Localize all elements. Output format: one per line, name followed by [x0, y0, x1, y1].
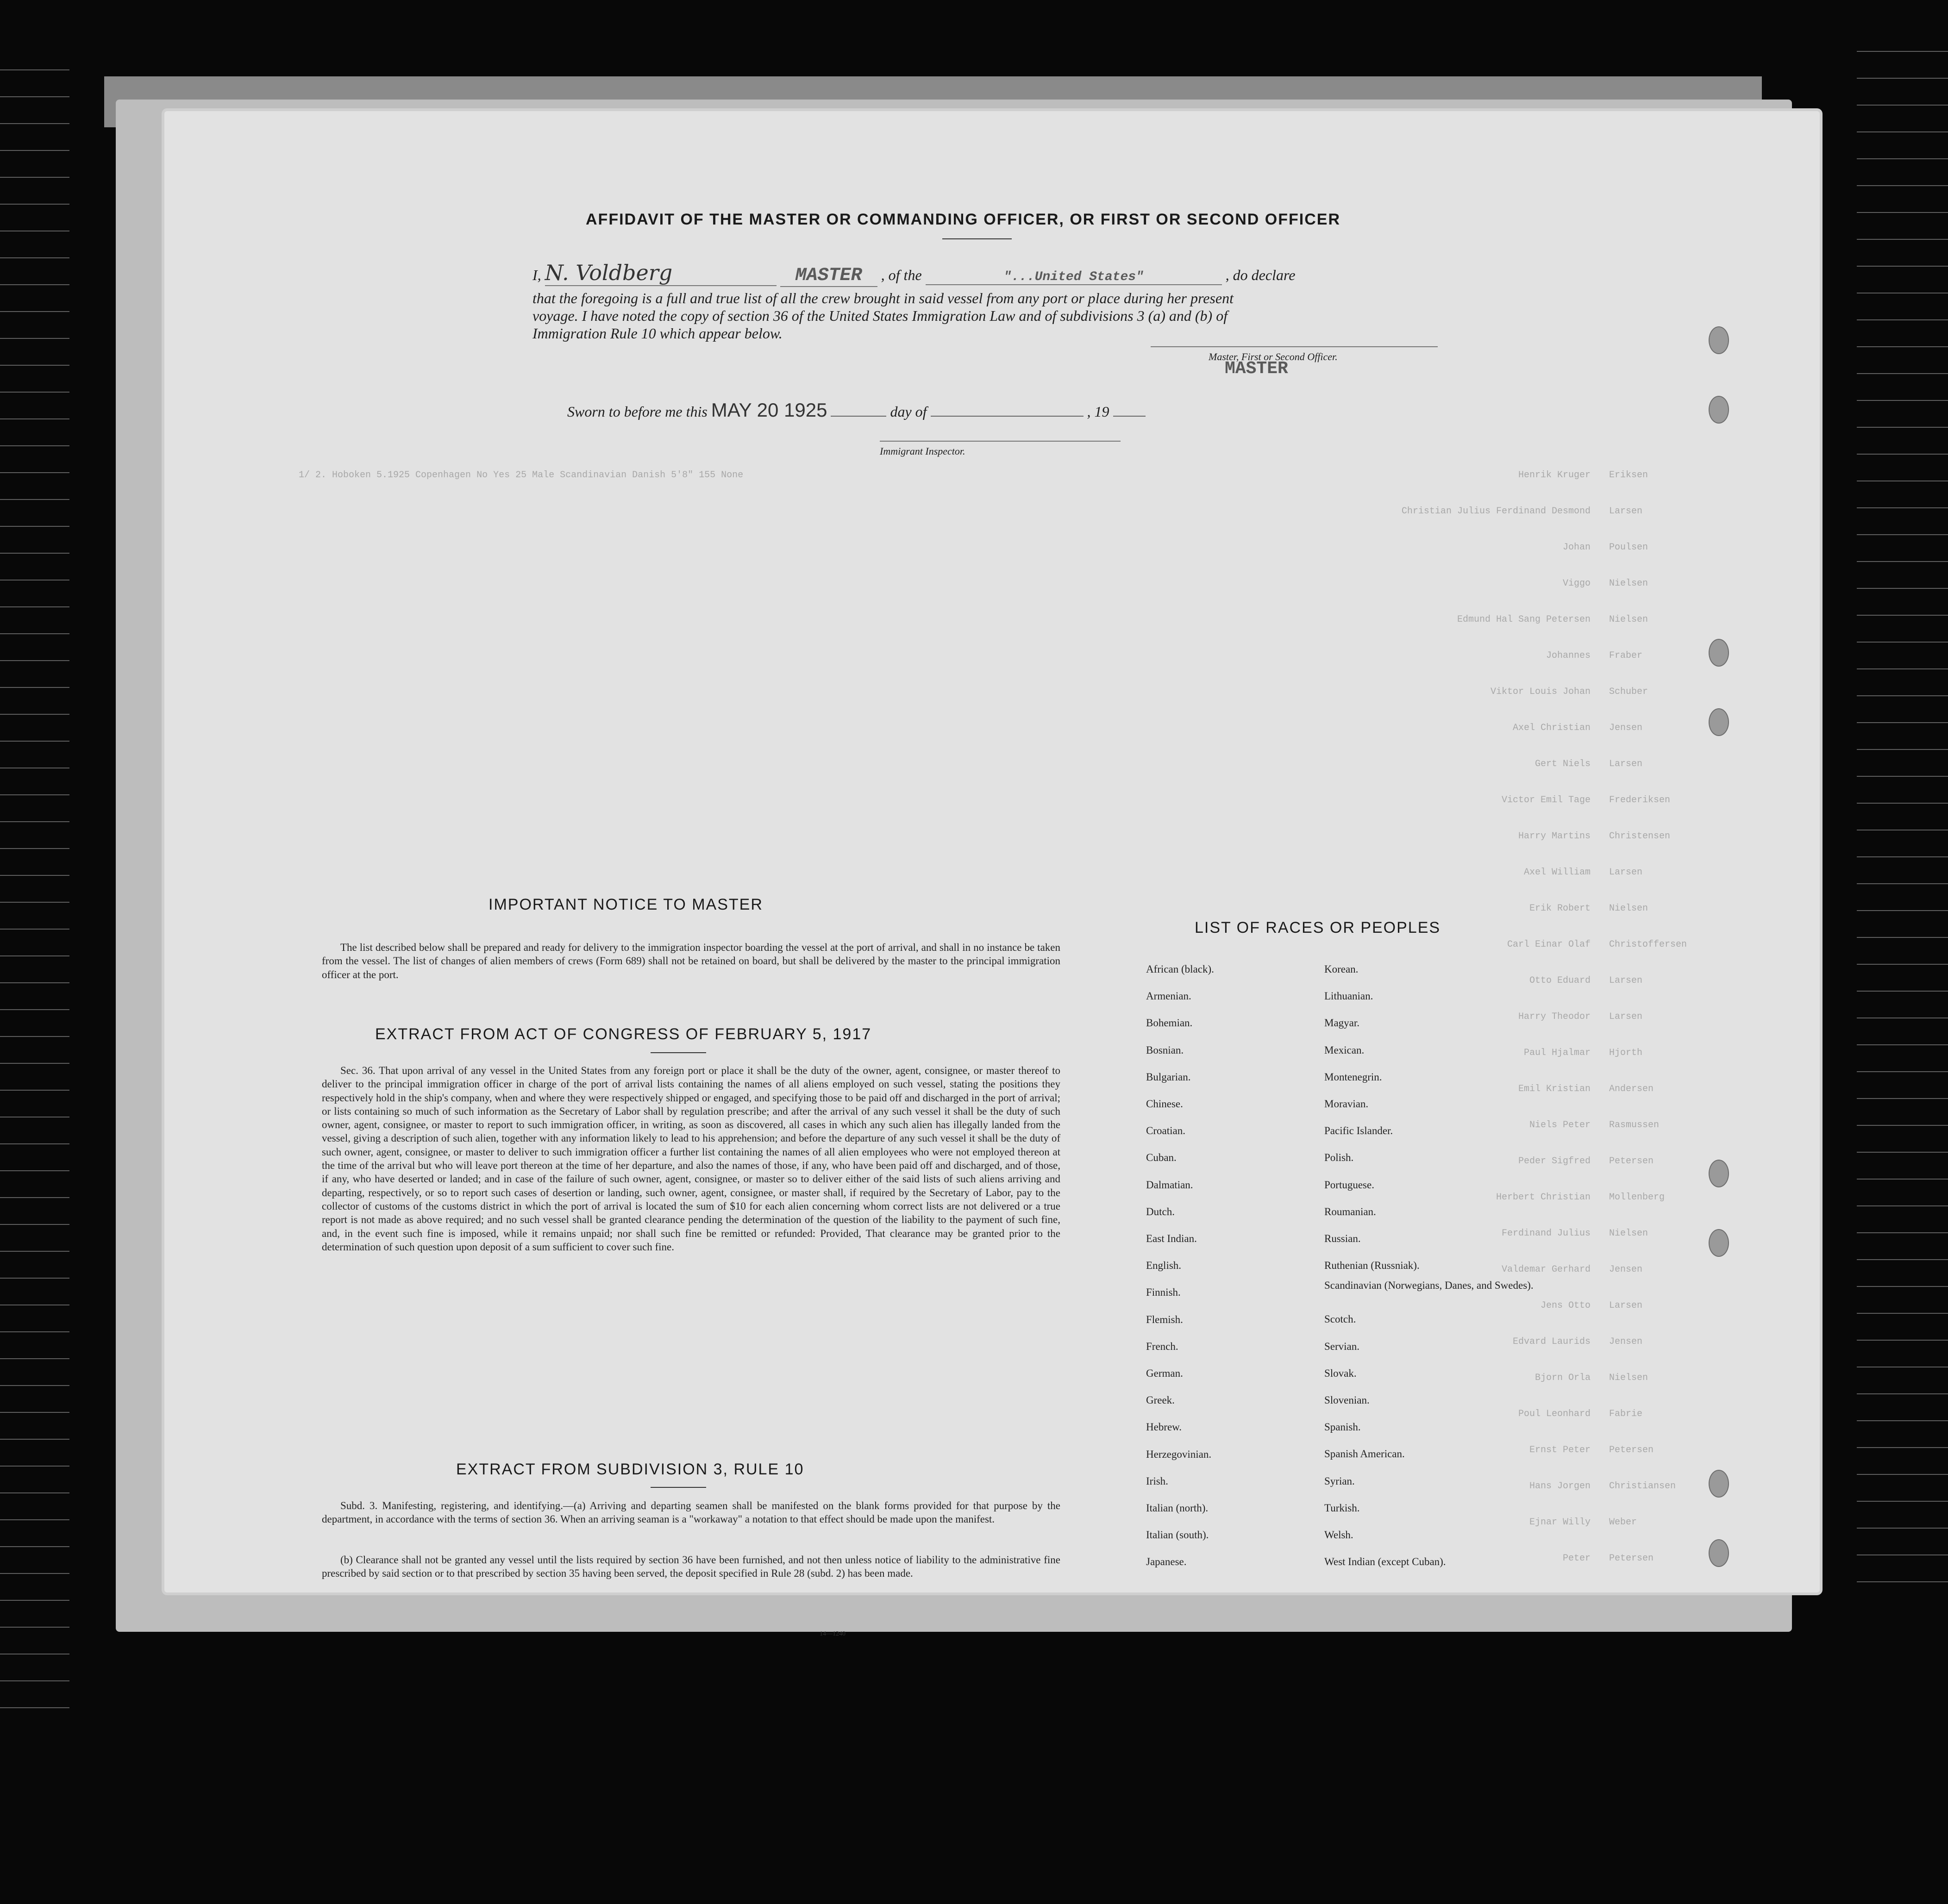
left-film-strip: [0, 69, 69, 1722]
bleedthrough-text: Larsen: [1609, 1300, 1643, 1311]
race-item: English.: [1146, 1260, 1182, 1272]
race-item: Scandinavian (Norwegians, Danes, and Swedes).: [1324, 1280, 1534, 1292]
race-item: Russian.: [1324, 1233, 1361, 1245]
rule-text-b: (b) Clearance shall not be granted any vessel until the lists required by section 36 have been furnished, and not then unless notice of liability to the administrative fine prescribed by said section or to that prescribed by section 35 having been served, the deposit specified in Rule 28 (subd. 2) has been made.: [322, 1554, 1060, 1579]
race-item: Finnish.: [1146, 1286, 1181, 1298]
punch-hole: [1709, 1539, 1729, 1567]
signature-line: [1151, 346, 1438, 347]
race-item: Spanish American.: [1324, 1448, 1405, 1460]
bleedthrough-text: Peter: [1562, 1553, 1591, 1564]
race-item: Portuguese.: [1324, 1179, 1374, 1191]
punch-hole: [1709, 1160, 1729, 1187]
bleedthrough-text: Axel Christian: [1512, 723, 1591, 733]
bleedthrough-text: Andersen: [1609, 1084, 1654, 1094]
signer-caption: Master, First or Second Officer.: [1209, 351, 1338, 362]
bleedthrough-text: Edvard Laurids: [1512, 1336, 1591, 1347]
race-item: Flemish.: [1146, 1313, 1183, 1325]
right-film-strip: [1857, 51, 1948, 1592]
race-item: Bosnian.: [1146, 1044, 1184, 1056]
inspector-caption: Immigrant Inspector.: [880, 445, 965, 457]
act-divider: [651, 1052, 706, 1053]
bleedthrough-text: Jens Otto: [1540, 1300, 1591, 1311]
race-item: Roumanian.: [1324, 1205, 1376, 1217]
punch-hole: [1709, 326, 1729, 354]
punch-hole: [1709, 1229, 1729, 1257]
race-item: Welsh.: [1324, 1529, 1353, 1541]
race-item: Turkish.: [1324, 1502, 1360, 1514]
race-item: Spanish.: [1324, 1421, 1361, 1433]
bleedthrough-text: Emil Kristian: [1518, 1084, 1591, 1094]
bleedthrough-text: Valdemar Gerhard: [1501, 1264, 1591, 1275]
punch-hole: [1709, 396, 1729, 424]
bleedthrough-text: Peder Sigfred: [1518, 1156, 1591, 1167]
bleedthrough-text: Viggo: [1562, 578, 1591, 589]
bleedthrough-text: Christiansen: [1609, 1481, 1676, 1492]
races-title: LIST OF RACES OR PEOPLES: [1195, 919, 1441, 936]
sworn-date-blank: [831, 416, 886, 417]
bleedthrough-text: Fabrie: [1609, 1409, 1643, 1419]
bleedthrough-text: Ernst Peter: [1529, 1445, 1591, 1455]
rule-title: EXTRACT FROM SUBDIVISION 3, RULE 10: [456, 1461, 804, 1478]
text-of-the: , of the: [881, 267, 922, 283]
bleedthrough-text: Larsen: [1609, 759, 1643, 769]
punch-hole: [1709, 708, 1729, 736]
race-item: Ruthenian (Russniak).: [1324, 1260, 1420, 1272]
bleedthrough-text: Nielsen: [1609, 1373, 1648, 1383]
race-item: Hebrew.: [1146, 1421, 1182, 1433]
bleedthrough-text: Otto Eduard: [1529, 975, 1591, 986]
race-item: Moravian.: [1324, 1098, 1369, 1110]
notice-title: IMPORTANT NOTICE TO MASTER: [489, 896, 763, 913]
bleedthrough-text: Poul Leonhard: [1518, 1409, 1591, 1419]
bleedthrough-text: Bjorn Orla: [1535, 1373, 1591, 1383]
affidavit-opening-line: [532, 260, 1607, 287]
bleedthrough-text: Axel William: [1523, 867, 1591, 878]
bleedthrough-text: Paul Hjalmar: [1523, 1048, 1591, 1058]
race-item: Greek.: [1146, 1394, 1175, 1406]
affidavit-body-line-1: that the foregoing is a full and true list of all the crew brought in said vessel from any port or place during her present: [532, 290, 1234, 306]
bleedthrough-text: Nielsen: [1609, 614, 1648, 625]
bleedthrough-text: Jensen: [1609, 1336, 1643, 1347]
bleedthrough-text: Larsen: [1609, 1011, 1643, 1022]
race-item: West Indian (except Cuban).: [1324, 1556, 1446, 1568]
bleedthrough-text: Weber: [1609, 1517, 1637, 1528]
master-stamp: MASTER: [780, 265, 877, 287]
race-item: Slovak.: [1324, 1367, 1357, 1379]
race-item: Irish.: [1146, 1475, 1168, 1487]
bleedthrough-text: Ferdinand Julius: [1501, 1228, 1591, 1239]
day-of-text: day of: [890, 403, 927, 420]
bleedthrough-text: Poulsen: [1609, 542, 1648, 553]
race-item: Pacific Islander.: [1324, 1125, 1393, 1137]
race-item: Chinese.: [1146, 1098, 1183, 1110]
bleedthrough-text: Petersen: [1609, 1445, 1654, 1455]
affidavit-body-line-3: Immigration Rule 10 which appear below.: [532, 325, 783, 342]
bleedthrough-text: Petersen: [1609, 1156, 1654, 1167]
bleedthrough-text: Schuber: [1609, 687, 1648, 697]
race-item: Montenegrin.: [1324, 1071, 1382, 1083]
bleedthrough-text: Nielsen: [1609, 1228, 1648, 1239]
bleedthrough-text: Christoffersen: [1609, 939, 1687, 950]
races-left-column: [1146, 956, 1322, 1576]
race-item: German.: [1146, 1367, 1183, 1380]
race-item: Bulgarian.: [1146, 1071, 1191, 1083]
race-item: French.: [1146, 1340, 1178, 1352]
race-item: Italian (north).: [1146, 1502, 1209, 1514]
sworn-text: Sworn to before me this: [567, 403, 708, 420]
bleedthrough-text: Erik Robert: [1529, 903, 1591, 914]
bleedthrough-header: 1/ 2. Hoboken 5.1925 Copenhagen No Yes 25 Male Scandinavian Danish 5'8" 155 None: [299, 470, 744, 481]
race-item: Bohemian.: [1146, 1017, 1193, 1029]
race-item: Italian (south).: [1146, 1529, 1209, 1541]
race-item: Dutch.: [1146, 1205, 1175, 1217]
race-item: Syrian.: [1324, 1475, 1355, 1487]
rule-text-a: Subd. 3. Manifesting, registering, and identifying.—(a) Arriving and departing seamen shall be manifested on the blank forms provided for that purpose by the department, in accordance with the terms of section 36. When an arriving seaman is a "workaway" a notation to that effect should be made upon the manifest.: [322, 1500, 1060, 1525]
form-number: 14—1240: [820, 1630, 846, 1637]
year-prefix: , 19: [1087, 403, 1109, 420]
bleedthrough-text: Christensen: [1609, 831, 1671, 842]
bleedthrough-text: Rasmussen: [1609, 1120, 1660, 1130]
race-item: Magyar.: [1324, 1017, 1360, 1029]
year-blank: [1113, 416, 1146, 417]
race-item: Lithuanian.: [1324, 990, 1373, 1002]
bleedthrough-text: Nielsen: [1609, 903, 1648, 914]
punch-hole: [1709, 639, 1729, 667]
signer-stamp: MASTER: [1225, 359, 1288, 379]
bleedthrough-text: Hjorth: [1609, 1048, 1643, 1058]
sworn-line: [567, 399, 1146, 421]
race-item: African (black).: [1146, 963, 1214, 975]
bleedthrough-text: Herbert Christian: [1496, 1192, 1591, 1203]
bleedthrough-text: Johan: [1562, 542, 1591, 553]
race-item: Armenian.: [1146, 990, 1191, 1002]
race-item: Slovenian.: [1324, 1394, 1370, 1406]
bleedthrough-text: Eriksen: [1609, 470, 1648, 481]
rule-divider: [651, 1487, 706, 1488]
affidavit-body-line-2: voyage. I have noted the copy of section 36 of the United States Immigration Law and of subdivisions 3 (a) and (b) of: [532, 307, 1228, 324]
bleedthrough-text: Petersen: [1609, 1553, 1654, 1564]
sworn-date-stamp: MAY 20 1925: [711, 399, 827, 421]
act-title: EXTRACT FROM ACT OF CONGRESS OF FEBRUARY 5, 1917: [375, 1025, 872, 1043]
race-item: Herzegovinian.: [1146, 1448, 1212, 1460]
text-do-declare: , do declare: [1225, 267, 1296, 283]
bleedthrough-text: Larsen: [1609, 506, 1643, 517]
bleedthrough-text: Harry Theodor: [1518, 1011, 1591, 1022]
master-signature: N. Voldberg: [545, 260, 777, 286]
punch-hole: [1709, 1470, 1729, 1498]
race-item: Polish.: [1324, 1152, 1354, 1164]
month-blank: [931, 416, 1084, 417]
bleedthrough-text: Mollenberg: [1609, 1192, 1665, 1203]
bleedthrough-text: Fraber: [1609, 650, 1643, 661]
affidavit-title: AFFIDAVIT OF THE MASTER OR COMMANDING OFFICER, OR FIRST OR SECOND OFFICER: [586, 211, 1340, 228]
bleedthrough-text: Christian Julius Ferdinand Desmond: [1401, 506, 1591, 517]
bleedthrough-text: Gert Niels: [1535, 759, 1591, 769]
race-item: Korean.: [1324, 963, 1359, 975]
notice-text: The list described below shall be prepared and ready for delivery to the immigration inspector boarding the vessel at the port of arrival, and shall in no instance be taken from the vessel. The list of changes of alien members of crews (Form 689) shall not be retained on board, but shall be delivered by the master to the principal immigration officer at the port.: [322, 942, 1060, 980]
bleedthrough-text: Edmund Hal Sang Petersen: [1457, 614, 1591, 625]
bleedthrough-text: Johannes: [1546, 650, 1591, 661]
inspector-line: [880, 441, 1121, 442]
title-divider: [942, 238, 1012, 239]
bleedthrough-text: Victor Emil Tage: [1501, 795, 1591, 805]
bleedthrough-text: Ejnar Willy: [1529, 1517, 1591, 1528]
bleedthrough-text: Hans Jorgen: [1529, 1481, 1591, 1492]
vessel-name: "...United States": [926, 270, 1222, 285]
text-i: I,: [532, 267, 541, 283]
bleedthrough-text: Carl Einar Olaf: [1507, 939, 1591, 950]
bleedthrough-text: Niels Peter: [1529, 1120, 1591, 1130]
bleedthrough-text: Frederiksen: [1609, 795, 1671, 805]
race-item: East Indian.: [1146, 1233, 1197, 1245]
races-right-column: [1324, 956, 1565, 1575]
bleedthrough-text: Viktor Louis Johan: [1490, 687, 1591, 697]
bleedthrough-text: Larsen: [1609, 867, 1643, 878]
bleedthrough-text: Larsen: [1609, 975, 1643, 986]
race-item: Cuban.: [1146, 1152, 1177, 1164]
bleedthrough-text: Jensen: [1609, 723, 1643, 733]
bleedthrough-text: Nielsen: [1609, 578, 1648, 589]
race-item: Mexican.: [1324, 1044, 1365, 1056]
race-item: Dalmatian.: [1146, 1179, 1193, 1191]
race-item: Croatian.: [1146, 1125, 1185, 1137]
bleedthrough-text: Harry Martins: [1518, 831, 1591, 842]
race-item: Japanese.: [1146, 1556, 1187, 1568]
race-item: Servian.: [1324, 1340, 1360, 1352]
race-item: Scotch.: [1324, 1313, 1356, 1325]
act-text: Sec. 36. That upon arrival of any vessel in the United States from any foreign port or place it shall be the duty of the owner, agent, consignee, or master thereof to deliver to the principal immigration officer in charge of the port of arrival lists containing the names of all aliens employed on such vessel, stating the positions they respectively hold in the ship's company, when and where they were respectively shipped or engaged, and specifying those to be paid off and discharged in the port of arrival; or lists containing so much of such information as the Secretary of Labor shall by regulation prescribe; and after the arrival of any such vessel it shall be the duty of such owner, agent, consignee, or master to report to such immigration officer, in writing, as soon as discovered, all cases in which any such alien has illegally landed from the vessel, giving a description of such alien, together with any information likely to lead to his apprehension; and before the departure of any such vessel it shall be the duty of such owner, agent, consignee, or master to deliver to such immigration officer a further list containing the names of all alien employees who were not employed thereon at the time of the arrival but who will leave port thereon at the time of her departure, and also the names of those, if any, who have been paid off and discharged, and of those, if any, who have deserted or landed; and in case of the failure of such owner, agent, consignee, or master so to deliver either of the said lists of such aliens arriving and departing, respectively, or so to report such cases of desertion or landing, such owner, agent, consignee, or master shall, if required by the Secretary of Labor, pay to the collector of customs of the customs district in which the port of arrival is located the sum of $10 for each alien concerning whom correct lists are not delivered or a true report is not made as above required; and no such vessel shall be granted clearance pending the determination of the question of the liability to the payment of such fine, and, in the event such fine is imposed, while it remains unpaid; nor shall such fine be remitted or refunded: Provided, That clearance may be granted prior to the determination of such question upon deposit of a sum sufficient to cover such fine.: [322, 1065, 1060, 1253]
bleedthrough-text: Henrik Kruger: [1518, 470, 1591, 481]
document-page: [164, 111, 1820, 1637]
bleedthrough-text: Jensen: [1609, 1264, 1643, 1275]
